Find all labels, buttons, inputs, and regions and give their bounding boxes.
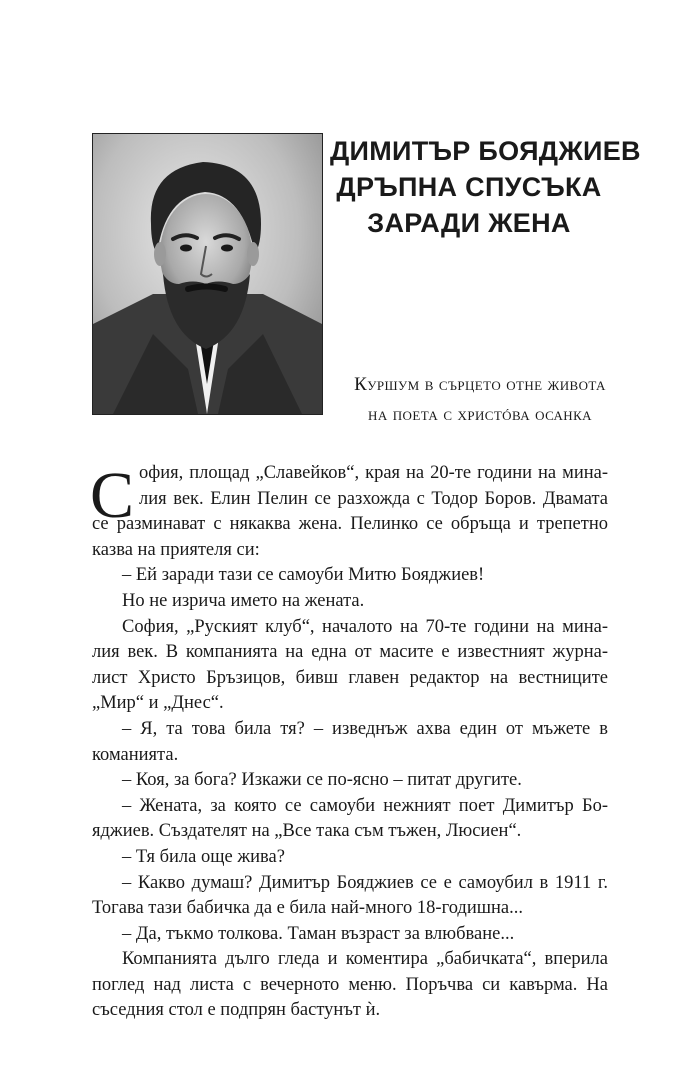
body-line: „Мир“ и „Днес“.	[92, 693, 224, 714]
body-line: – Я, та това била тя? – изведнъж ахва един от мъжете в	[122, 718, 608, 739]
article-title	[330, 133, 641, 241]
body-line: съседния стол е подпрян бастунът ѝ.	[92, 1000, 381, 1021]
body-line: лия век. В компанията на една от масите е известният журна-	[92, 642, 608, 663]
subtitle-line: на поета с христóва осанка	[368, 404, 592, 425]
body-line: – Ей заради тази се самоуби Митю Бояджиев!	[122, 565, 485, 586]
body-line: се разминават с някаква жена. Пелинко се обръща и трепетно	[92, 514, 608, 535]
body-line: – Тя била още жива?	[122, 846, 285, 867]
body-line: – Жената, за която се самоуби нежният поет Димитър Бо-	[122, 795, 608, 816]
body-line: Но не изрича името на жената.	[122, 590, 365, 611]
body-line: – Да, тъкмо толкова. Таман възраст за влюбване...	[122, 923, 515, 944]
body-line: – Какво думаш? Димитър Бояджиев се е самоубил в 1911 г.	[122, 872, 608, 893]
body-line: яджиев. Създателят на „Все така съм тъжен, Люсиен“.	[92, 821, 522, 842]
body-line: лист Христо Бръзицов, бивш главен редактор на вестниците	[92, 667, 608, 688]
subtitle-line: Куршум в сърцето отне живота	[354, 374, 606, 395]
body-line: поглед над листа с вечерното меню. Поръчва си кавърма. На	[92, 974, 608, 995]
article-subtitle	[330, 370, 630, 430]
body-line: Тогава тази бабичка да е била най-много 18-годишна...	[92, 898, 523, 919]
title-line: ЗАРАДИ ЖЕНА	[367, 208, 571, 238]
body-line: офия, площад „Славейков“, края на 20-те години на мина-	[139, 463, 608, 483]
body-line: – Коя, за бога? Изкажи се по-ясно – питат другите.	[122, 770, 522, 791]
body-line: казва на приятеля си:	[92, 539, 260, 560]
article-body	[92, 461, 608, 1024]
title-line: ДРЪПНА СПУСЪКА	[336, 172, 602, 202]
body-line: команията.	[92, 744, 179, 765]
title-line: ДИМИТЪР БОЯДЖИЕВ	[330, 136, 641, 166]
body-line: София, „Руският клуб“, началото на 70-те години на мина-	[122, 616, 608, 637]
drop-cap: С	[90, 459, 135, 532]
portrait-photo	[92, 133, 323, 415]
body-line: Компанията дълго гледа и коментира „бабичката“, вперила	[122, 949, 608, 970]
body-line: лия век. Елин Пелин се разхожда с Тодор Боров. Двамата	[139, 488, 608, 509]
